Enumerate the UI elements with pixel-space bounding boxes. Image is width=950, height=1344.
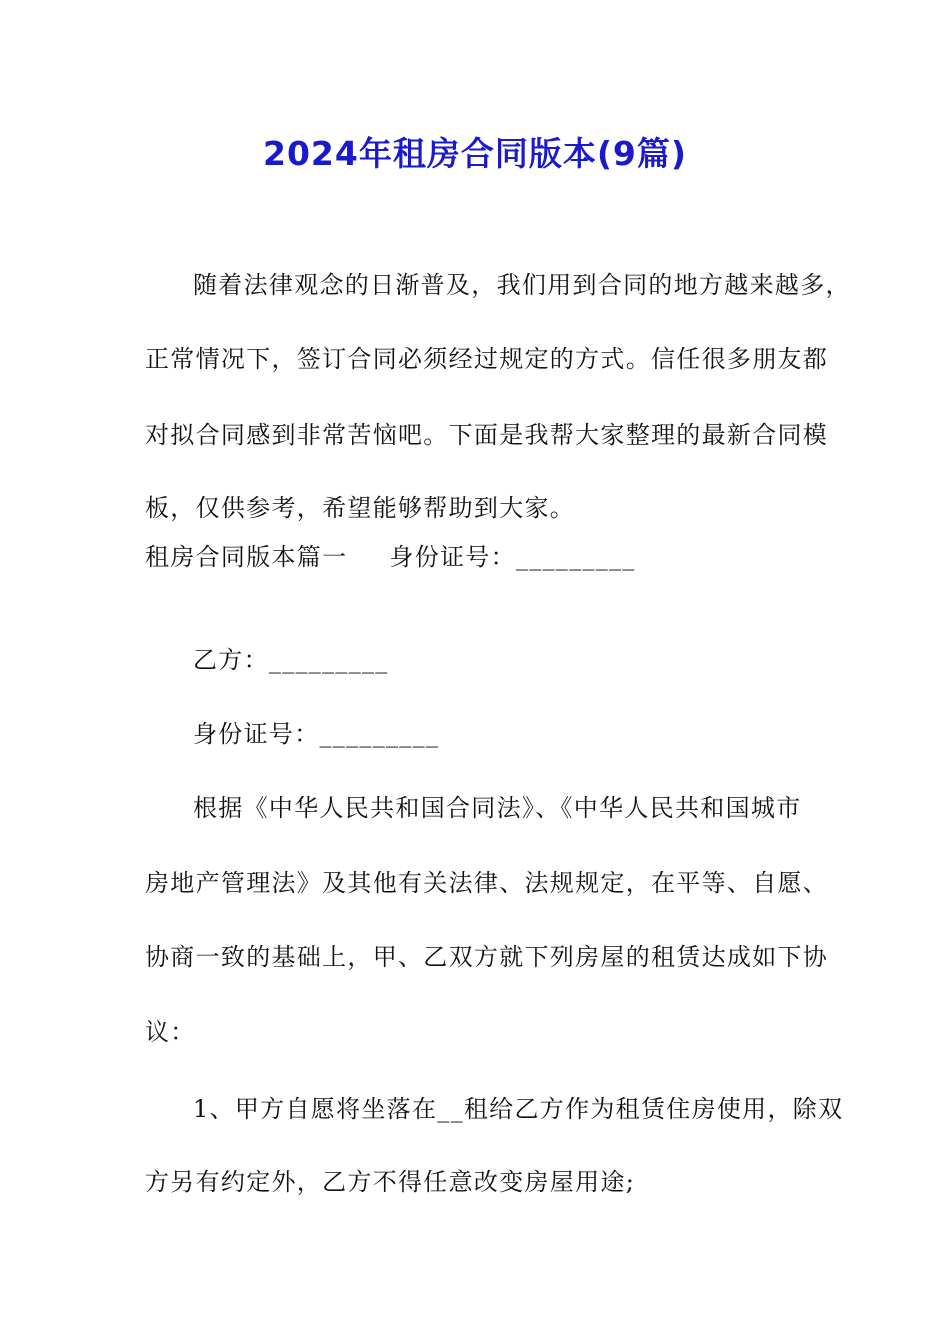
intro-line-4: 板，仅供参考，希望能够帮助到大家。 bbox=[145, 494, 576, 522]
intro-line-2: 正常情况下，签订合同必须经过规定的方式。信任很多朋友都 bbox=[145, 345, 829, 373]
basis-line-3: 协商一致的基础上，甲、乙双方就下列房屋的租赁达成如下协 bbox=[145, 943, 829, 971]
basis-line-2: 房地产管理法》及其他有关法律、法规规定，在平等、自愿、 bbox=[145, 869, 829, 897]
basis-line-1: 根据《中华人民共和国合同法》、《中华人民共和国城市 bbox=[193, 794, 802, 822]
party-b-field: 乙方：_________ bbox=[193, 646, 389, 674]
intro-line-1: 随着法律观念的日渐普及，我们用到合同的地方越来越多， bbox=[193, 271, 851, 299]
id-number-field-1: 身份证号：_________ bbox=[389, 543, 636, 571]
id-number-field-2: 身份证号：_________ bbox=[193, 720, 440, 748]
basis-line-4: 议： bbox=[145, 1018, 196, 1046]
clause-1-line-2: 方另有约定外，乙方不得任意改变房屋用途; bbox=[145, 1168, 636, 1196]
page-title: 2024年租房合同版本(9篇) bbox=[263, 134, 687, 173]
section-heading: 租房合同版本篇一 bbox=[145, 543, 348, 571]
clause-1-line-1: 1、甲方自愿将坐落在__租给乙方作为租赁住房使用，除双 bbox=[193, 1095, 844, 1123]
section-heading-row bbox=[145, 540, 636, 574]
intro-line-3: 对拟合同感到非常苦恼吧。下面是我帮大家整理的最新合同模 bbox=[145, 421, 829, 449]
